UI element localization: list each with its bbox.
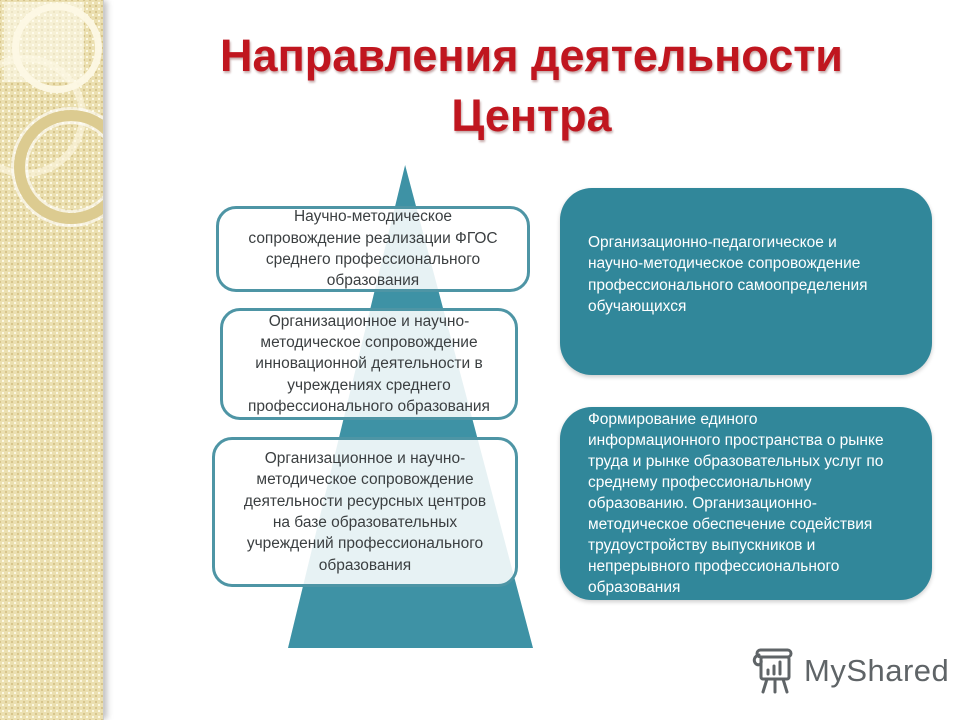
myshared-label: MyShared	[804, 653, 950, 688]
myshared-watermark[interactable]	[750, 646, 949, 696]
left-box-fgos-text: Научно-методическое сопровождение реализации ФГОС среднего профессионального образования	[248, 208, 498, 290]
slide-title-line2: Центра	[451, 90, 612, 141]
left-box-innovation-text: Организационное и научно-методическое сопровождение инновационной деятельности в учреждениях среднего профессионального образования	[248, 312, 490, 416]
slide-title-line1: Направления деятельности	[220, 30, 843, 81]
left-box-resource-centers-text: Организационное и научно-методическое сопровождение деятельности ресурсных центров на базе образовательных учреждений профессионального образования	[243, 449, 487, 574]
left-box-innovation	[220, 308, 518, 420]
left-box-resource-centers	[212, 437, 518, 587]
right-box-self-determination-text: Организационно-педагогическое и научно-методическое сопровождение профессионального самоопределения обучающихся	[588, 234, 868, 315]
right-box-self-determination	[560, 188, 932, 375]
right-box-information-space	[560, 407, 932, 600]
slide-title	[103, 26, 960, 146]
left-box-fgos	[216, 206, 530, 292]
right-box-information-space-text: Формирование единого информационного пространства о рынке труда и рынке образовательных услуг по среднему профессиональному образованию. Организационно-методическое обеспечение содействия трудоустройству выпускников и непрерывного профессионального образования	[588, 410, 884, 597]
flipchart-icon	[750, 646, 796, 696]
decorative-strip	[0, 0, 104, 720]
